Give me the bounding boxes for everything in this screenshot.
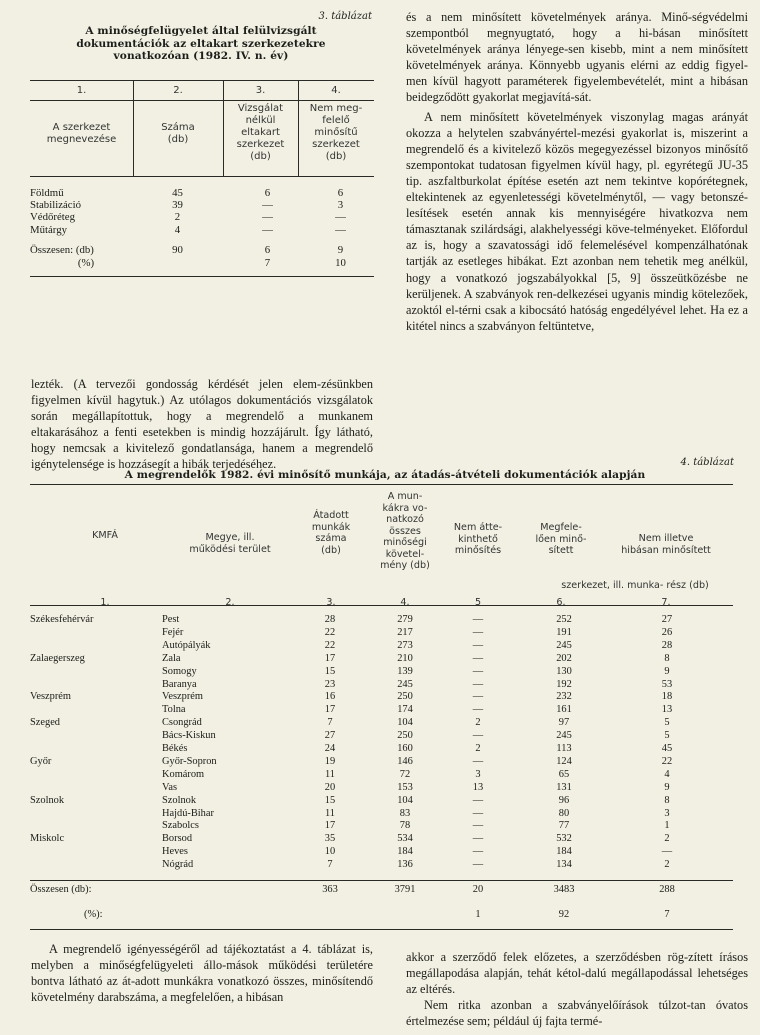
cell-value: 26 xyxy=(661,626,673,638)
header-line: működési terület xyxy=(189,543,271,555)
cell-value: 19 xyxy=(324,755,336,767)
cell-value: 17 xyxy=(324,820,336,832)
column-subheader: szerkezet, ill. munka- rész (db) xyxy=(561,580,709,591)
column-number: 7. xyxy=(661,597,671,608)
row-megye: Szabolcs xyxy=(162,820,199,832)
cell-value: 13 xyxy=(661,704,673,716)
cell-count: 2 xyxy=(174,211,181,224)
cell-value: — xyxy=(472,652,484,664)
total-value: 363 xyxy=(322,884,338,895)
total-value: 20 xyxy=(472,884,484,895)
cell-value: — xyxy=(472,704,484,716)
table3-title-line: dokumentációk az eltakart szerkezetekre xyxy=(76,37,326,50)
paragraph: Nem ritka azonban a szabványelőírások túlzot-tan óvatos értelmezése sem; például új fajta termé- xyxy=(406,998,748,1029)
header-line: Megye, ill. xyxy=(205,532,255,543)
header-line: kinthető xyxy=(458,533,498,545)
cell-value: 13 xyxy=(472,781,484,793)
header-line: munkák xyxy=(311,521,351,533)
header-line: nélkül xyxy=(245,115,276,126)
column-header xyxy=(442,522,514,557)
cell-count: 4 xyxy=(174,223,181,236)
cell-value: 139 xyxy=(397,665,413,677)
cell-value: 9 xyxy=(664,781,670,793)
cell-value: 35 xyxy=(324,833,336,845)
cell-value: 131 xyxy=(556,781,572,793)
cell-value: 15 xyxy=(324,794,336,806)
rule xyxy=(30,880,733,881)
column-header xyxy=(223,103,298,163)
row-megye: Győr-Sopron xyxy=(162,755,217,767)
row-kmfa: Szolnok xyxy=(30,794,65,806)
percent-value: 1 xyxy=(475,909,481,920)
percent-label: (%): xyxy=(84,909,103,920)
cell-value: 5 xyxy=(664,730,670,742)
rule xyxy=(30,484,733,485)
cell-value: 3 xyxy=(475,768,481,780)
percent-value: 92 xyxy=(558,909,570,920)
column-number: 4. xyxy=(400,597,410,608)
rule xyxy=(30,80,374,81)
cell-value: — xyxy=(472,833,484,845)
header-line: Nem illetve xyxy=(638,533,694,544)
row-megye: Tolna xyxy=(162,704,186,716)
cell-value: 3 xyxy=(337,199,344,212)
header-line: eltakart xyxy=(241,127,280,138)
total-value: 288 xyxy=(659,884,675,895)
header-line: Nem meg- xyxy=(309,103,363,114)
cell-value: 5 xyxy=(664,717,670,729)
row-megye: Hajdú-Bihar xyxy=(162,807,214,819)
cell-value: — xyxy=(262,211,273,224)
cell-value: 65 xyxy=(558,768,570,780)
table3-title xyxy=(28,25,374,63)
header-line: hibásan minősített xyxy=(621,544,711,556)
header-line: minősítű xyxy=(314,127,358,138)
header-line: lően minő- xyxy=(535,533,587,545)
column-number: 4. xyxy=(331,85,341,96)
cell-value: 279 xyxy=(397,614,413,625)
header-line: Száma xyxy=(161,122,195,133)
cell-value: 72 xyxy=(399,768,411,780)
row-megye: Baranya xyxy=(162,678,197,690)
bottom-right-text xyxy=(406,949,748,1029)
cell-value: 78 xyxy=(399,820,411,832)
cell-value: 6 xyxy=(264,187,271,199)
cell-value: 146 xyxy=(397,755,413,767)
cell-value: 2 xyxy=(664,859,670,871)
row-kmfa: Zalaegerszeg xyxy=(30,652,85,664)
row-label: Stabilizáció xyxy=(30,199,81,212)
cell-value: — xyxy=(472,614,484,625)
percent-label: (%) xyxy=(77,257,95,269)
cell-value: 184 xyxy=(556,846,572,858)
row-megye: Pest xyxy=(162,614,180,625)
column-number: 5 xyxy=(474,597,482,608)
header-line: Vizsgálat xyxy=(237,103,284,114)
cell-value: 250 xyxy=(397,691,413,703)
cell-value: 23 xyxy=(324,678,336,690)
cell-value: 534 xyxy=(397,833,413,845)
cell-value: 174 xyxy=(397,704,413,716)
paragraph: lezték. (A tervezői gondosság kérdését jelen elem-zésünkben figyelmen kívül hagytuk.) Az utólagos dokumentációs vizsgálatok során megállapítottuk, hogy a megrendelő a munkanem eltakarásához a fenti esetekben is mindig hozzájárult. Így látható, hogy nemcsak a kivitelező gondatlansága, hanem a megrendelő igénytelensége is hozzásegít a hibák terjedéséhez. xyxy=(31,377,373,472)
cell-value: 10 xyxy=(324,846,336,858)
row-megye: Heves xyxy=(162,846,188,858)
cell-value: 80 xyxy=(558,807,570,819)
cell-value: 232 xyxy=(556,691,572,703)
column-header xyxy=(600,533,732,556)
cell-value: 17 xyxy=(324,652,336,664)
header-line: (db) xyxy=(325,151,347,162)
paragraph: akkor a szerződő felek előzetes, a szerződésben rög-zített írásos megállapodása alapján, tehát kétol-dalú megállapodással lehetséges az eltérés. xyxy=(406,950,748,997)
cell-value: 202 xyxy=(556,652,572,664)
rule xyxy=(30,100,374,101)
column-header xyxy=(30,122,133,146)
cell-value: 20 xyxy=(324,781,336,793)
bottom-left-text xyxy=(31,941,373,1005)
cell-value: 16 xyxy=(324,691,336,703)
cell-value: 3 xyxy=(664,807,670,819)
cell-value: 27 xyxy=(324,730,336,742)
row-megye: Fejér xyxy=(162,626,184,638)
cell-value: 161 xyxy=(556,704,572,716)
rule xyxy=(30,276,374,277)
row-kmfa: Győr xyxy=(30,755,52,767)
header-line: szerkezet xyxy=(236,139,285,150)
header-line: A mun- xyxy=(387,491,423,502)
cell-value: 11 xyxy=(324,807,335,819)
column-header xyxy=(298,103,374,163)
cell-value: — xyxy=(262,199,273,212)
row-kmfa: Miskolc xyxy=(30,833,65,845)
paragraph: és a nem minősített követelmények aránya. Minő-ségvédelmi szempontból megnyugtató, hogy a hi-básan minősített követelmények aránya lényege-sen kisebb, mint a nem minősített követelmények aránya. Könnyebb ugyanis elérni az eddig figyel-men kívül hagyott paraméterek figyelembevételét, mint a hibásan beidegződött gyakorlat megjavítá-sát. xyxy=(406,10,748,105)
total-value: 9 xyxy=(337,244,344,256)
total-value: 90 xyxy=(172,244,183,256)
cell-value: 273 xyxy=(397,639,413,651)
cell-value: 28 xyxy=(324,614,336,625)
header-line: Megfele- xyxy=(540,522,582,533)
column-number: 1. xyxy=(76,85,87,96)
cell-value: 134 xyxy=(556,859,572,871)
cell-value: — xyxy=(262,223,273,236)
row-megye: Bács-Kiskun xyxy=(162,730,216,742)
cell-value: 245 xyxy=(556,730,572,742)
header-line: sített xyxy=(548,545,574,556)
column-header xyxy=(300,510,362,556)
cell-value: 7 xyxy=(327,859,333,871)
cell-value: 45 xyxy=(661,743,673,754)
cell-value: 192 xyxy=(556,678,572,690)
cell-value: 15 xyxy=(324,665,336,677)
header-line: minőségi xyxy=(383,537,427,548)
cell-value: 8 xyxy=(664,794,670,806)
left-column-text xyxy=(31,376,373,473)
header-line: KMFÁ xyxy=(92,530,118,541)
table4-caption: 4. táblázat xyxy=(680,457,734,468)
row-label: Védőréteg xyxy=(30,211,75,224)
cell-value: — xyxy=(472,794,484,806)
row-label: Műtárgy xyxy=(30,223,67,236)
header-line: Átadott xyxy=(313,510,349,521)
cell-value: 2 xyxy=(664,833,670,845)
row-label: Földmű xyxy=(30,187,64,199)
header-line: kákra vo- xyxy=(382,502,428,514)
row-kmfa: Veszprém xyxy=(30,691,71,703)
column-number: 2. xyxy=(225,597,235,608)
cell-value: 1 xyxy=(664,820,670,832)
cell-value: 9 xyxy=(664,665,670,677)
cell-value: 113 xyxy=(556,743,572,754)
cell-value: — xyxy=(335,211,346,224)
total-value: 6 xyxy=(264,244,271,256)
cell-count: 39 xyxy=(172,199,183,212)
cell-value: — xyxy=(472,859,484,871)
cell-count: 45 xyxy=(172,187,183,199)
row-megye: Komárom xyxy=(162,768,205,780)
row-megye: Autópályák xyxy=(162,639,211,651)
column-number: 3. xyxy=(326,597,336,608)
cell-value: 83 xyxy=(399,807,411,819)
header-line: (db) xyxy=(250,151,271,162)
header-line: megnevezése xyxy=(46,134,117,145)
header-line: Nem átte- xyxy=(453,522,503,533)
cell-value: — xyxy=(472,846,484,858)
cell-value: — xyxy=(472,807,484,819)
right-column-text xyxy=(406,9,748,334)
cell-value: 124 xyxy=(556,755,572,767)
cell-value: — xyxy=(472,691,484,703)
percent-value: 7 xyxy=(664,909,670,920)
cell-value: 7 xyxy=(327,717,333,729)
table3-caption: 3. táblázat xyxy=(318,11,372,22)
percent-value: 7 xyxy=(264,257,271,269)
cell-value: 97 xyxy=(558,717,570,729)
row-megye: Nógrád xyxy=(162,859,194,871)
cell-value: — xyxy=(472,678,484,690)
cell-value: — xyxy=(472,665,484,677)
cell-value: 2 xyxy=(475,717,481,729)
header-line: minősítés xyxy=(454,545,502,556)
header-line: natkozó xyxy=(386,514,424,525)
cell-value: 153 xyxy=(397,781,413,793)
cell-value: 250 xyxy=(397,730,413,742)
total-label: Összesen: (db) xyxy=(30,244,94,256)
cell-value: 130 xyxy=(556,665,572,677)
cell-value: 2 xyxy=(475,743,481,754)
cell-value: — xyxy=(472,626,484,638)
cell-value: 217 xyxy=(397,626,413,638)
cell-value: 18 xyxy=(661,691,673,703)
table3-title-line: A minőségfelügyelet által felülvizsgált xyxy=(85,25,317,37)
column-header xyxy=(170,532,290,555)
table3-title-line: vonatkozóan (1982. IV. n. év) xyxy=(113,50,289,62)
row-megye: Borsod xyxy=(162,833,193,845)
cell-value: 136 xyxy=(397,859,413,871)
cell-value: — xyxy=(472,730,484,742)
cell-value: 22 xyxy=(324,626,336,638)
cell-value: 27 xyxy=(661,614,673,625)
column-number: 1. xyxy=(100,597,110,608)
cell-value: 53 xyxy=(661,678,673,690)
cell-value: 245 xyxy=(556,639,572,651)
cell-value: 252 xyxy=(556,614,572,625)
table4-title: A megrendelők 1982. évi minősítő munkája, az átadás-átvételi dokumentációk alapján xyxy=(124,469,646,481)
cell-value: 22 xyxy=(324,639,336,651)
cell-value: 8 xyxy=(664,652,670,664)
row-megye: Csongrád xyxy=(162,717,202,729)
row-megye: Békés xyxy=(162,743,188,754)
cell-value: 4 xyxy=(664,768,670,780)
cell-value: 184 xyxy=(397,846,413,858)
total-value: 3483 xyxy=(553,884,575,895)
row-megye: Zala xyxy=(162,652,181,664)
cell-value: 160 xyxy=(397,743,413,754)
cell-value: — xyxy=(472,639,484,651)
column-header xyxy=(370,491,440,572)
row-megye: Szolnok xyxy=(162,794,197,806)
cell-value: — xyxy=(661,846,673,858)
cell-value: — xyxy=(335,223,346,236)
cell-value: 104 xyxy=(397,794,413,806)
header-line: (db) xyxy=(321,544,341,556)
cell-value: 22 xyxy=(661,755,673,767)
column-number: 2. xyxy=(173,85,183,96)
column-header xyxy=(524,522,598,557)
header-line: szerkezet xyxy=(312,139,360,150)
column-header xyxy=(133,122,223,146)
percent-value: 10 xyxy=(335,257,346,269)
cell-value: — xyxy=(472,755,484,767)
row-megye: Veszprém xyxy=(162,691,203,703)
row-kmfa: Székesfehérvár xyxy=(30,614,94,625)
cell-value: 210 xyxy=(397,652,413,664)
header-line: összes xyxy=(389,525,421,537)
cell-value: — xyxy=(472,820,484,832)
cell-value: 28 xyxy=(661,639,673,651)
paragraph: A megrendelő igényességéről ad tájékoztatást a 4. táblázat is, melyben a minőségfelügyeleti állo-mások működési területére bontva látható az át-adott munkákra vonatkozó összes, minősítendő követelmény darabszáma, a megfelelően, a hibásan xyxy=(31,942,373,1005)
column-number: 6. xyxy=(556,597,566,608)
row-megye: Vas xyxy=(162,781,178,793)
header-line: követel- xyxy=(385,548,425,560)
column-number: 3. xyxy=(255,85,266,96)
cell-value: 191 xyxy=(556,626,572,638)
cell-value: 17 xyxy=(324,704,336,716)
cell-value: 96 xyxy=(558,794,570,806)
header-line: mény (db) xyxy=(380,560,430,571)
rule xyxy=(30,929,733,930)
header-line: A szerkezet xyxy=(52,122,111,133)
cell-value: 104 xyxy=(397,717,413,729)
cell-value: 6 xyxy=(337,187,344,199)
cell-value: 77 xyxy=(558,820,570,832)
header-line: (db) xyxy=(167,134,189,145)
total-value: 3791 xyxy=(394,884,416,895)
header-line: felelő xyxy=(322,115,350,126)
row-megye: Somogy xyxy=(162,665,197,677)
total-label: Összesen (db): xyxy=(30,884,92,895)
header-line: száma xyxy=(315,533,347,544)
row-kmfa: Szeged xyxy=(30,717,61,729)
cell-value: 532 xyxy=(556,833,572,845)
cell-value: 11 xyxy=(324,768,335,780)
rule xyxy=(30,176,374,177)
cell-value: 24 xyxy=(324,743,336,754)
paragraph: A nem minősített követelmények viszonylag magas arányát okozza a helytelen szabványértel-mezési gyakorlat is, miszerint a megrendelő és a kivitelező közös megegyezéssel bizonyos minősítő szempontokat tudatosan figyelmen kívül hagy, pl. egyrétegű JU-35 tip. aszfaltburkolat építése esetén azt nem tekintve kopórétegnek, eltekintenek az egyenletességi követelménytől, — vagy betonszé-lesítések esetén annak kis mennyiségére hivatkozva nem támasztanak szilárdsági, alakhelyességi köve-telményeket. Előfordul az is, hogy a szavatossági idő felemelésével kompenzálhatónak tartják az esetleges hibákat. Ezt azonban nem tehetik meg anélkül, hogy a vonatkozó jogszabályokkal [5, 9] összeütközésbe ne kerüljenek. A szabványok ren-delkezései ugyanis mindig kötelezőek, azoktól el-térni csak a kibocsátó hatóság engedélyével lehet. Ha ez a kitétel nincs a szabványon feltüntetve, xyxy=(406,109,748,333)
column-header xyxy=(60,530,150,542)
cell-value: 245 xyxy=(397,678,413,690)
